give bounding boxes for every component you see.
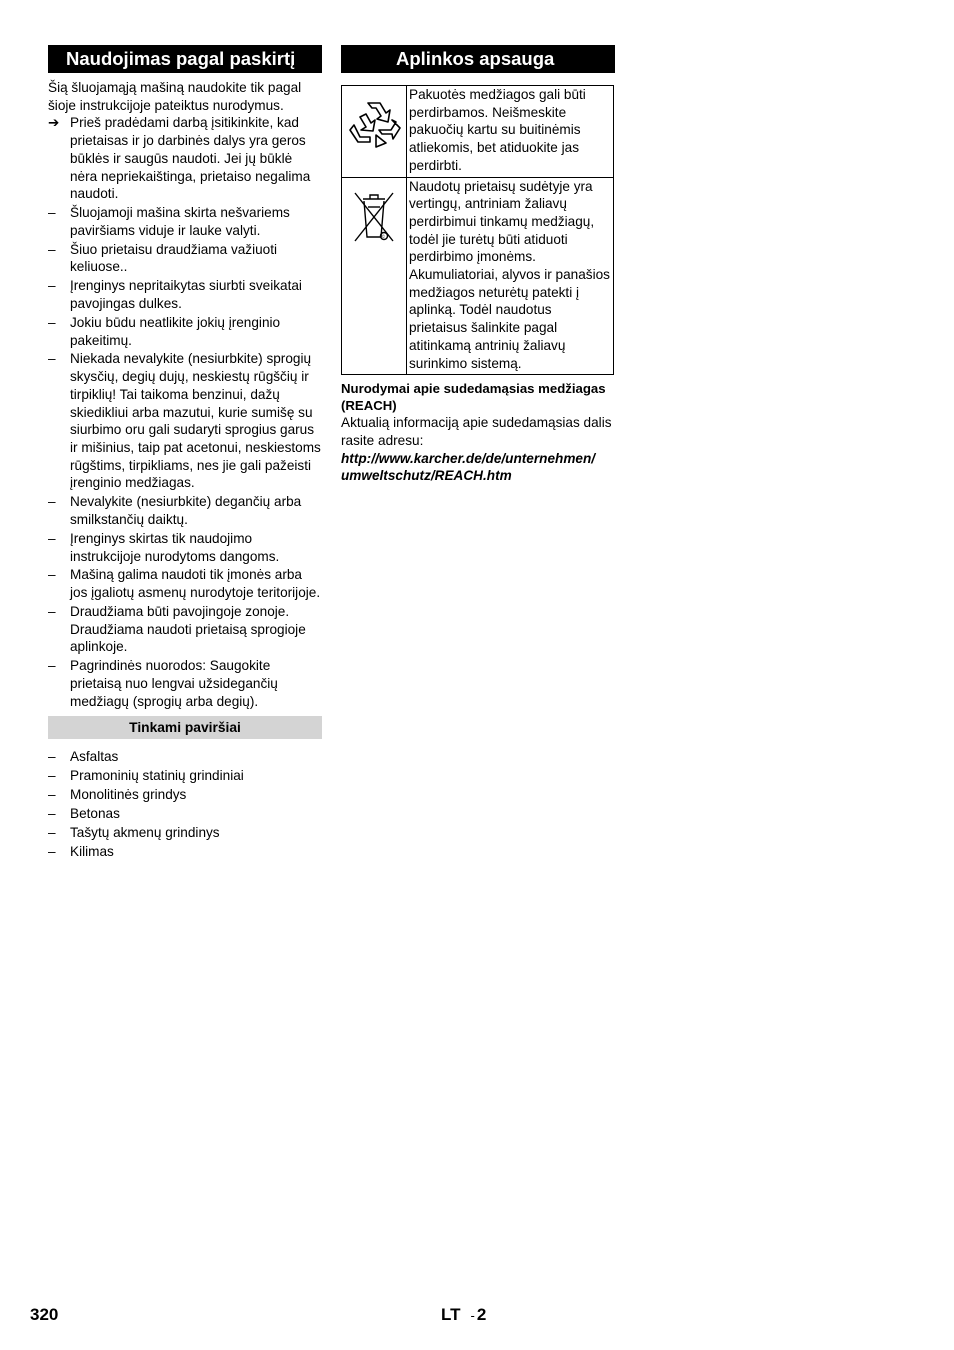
list-item-text: Nevalykite (nesiurbkite) degančių arba smilkstančių daiktų. — [70, 494, 302, 527]
dash-bullet: – — [48, 825, 56, 841]
list-item — [48, 786, 322, 804]
packaging-text: Pakuotės medžiagos gali būti perdirbamos. Neišmeskite pakuočių kartu su buitinėmis atliekomis, bet atiduokite jas perdirbti. — [407, 86, 614, 178]
list-item — [48, 241, 322, 276]
page-number: 320 — [30, 1305, 59, 1324]
list-item-text: Šluojamoji mašina skirta nešvariems paviršiams viduje ir lauke valyti. — [70, 205, 290, 238]
list-item-text: Šiuo prietaisu draudžiama važiuoti keliuose.. — [70, 241, 278, 275]
dash-bullet: – — [48, 351, 56, 367]
dash-bullet: – — [48, 241, 56, 257]
right-column — [341, 45, 615, 485]
dash-bullet: – — [48, 494, 56, 510]
list-item — [48, 603, 322, 656]
dash-bullet: – — [48, 278, 56, 294]
dash-bullet: – — [48, 567, 56, 583]
old-devices-text: Naudotų prietaisų sudėtyje yra vertingų, antriniam žaliavų perdirbimui tinkamų medžiagų, todėl jie turėtų būti atiduoti perdirbimo įmonėms. Akumuliatoriai, alyvos ir panašios medžiagos neturėtų patekti į aplinką. Todėl naudotus prietaisus šalinkite pagal atitinkamą antrinių žaliavų surinkimo sistemą. — [407, 177, 614, 375]
reach-link[interactable] — [341, 450, 615, 485]
list-item — [48, 114, 322, 203]
recycling-icon — [346, 95, 402, 151]
crossed-out-bin-icon — [350, 187, 398, 245]
list-item-text: Tašytų akmenų grindinys — [70, 825, 220, 841]
environment-row-old-devices — [342, 177, 614, 375]
surfaces-list — [48, 748, 322, 860]
dash-bullet: – — [48, 530, 56, 546]
list-item — [48, 530, 322, 565]
list-item — [48, 824, 322, 842]
list-item-text: Kilimas — [70, 843, 114, 859]
footer-separator: - — [470, 1308, 475, 1323]
environment-row-packaging — [342, 86, 614, 178]
list-item-text: Betonas — [70, 806, 120, 822]
list-item-text: Draudžiama būti pavojingoje zonoje. Draudžiama naudoti prietaisą sprogioje aplinkoje. — [70, 604, 306, 655]
dash-bullet: – — [48, 749, 56, 765]
dash-bullet: – — [48, 768, 56, 784]
list-item-text: Įrenginys nepritaikytas siurbti sveikatai pavojingas dulkes. — [70, 278, 302, 311]
footer-section-page: 2 — [476, 1305, 487, 1324]
recycling-icon-cell — [342, 86, 407, 178]
arrow-bullet-icon: ➔ — [48, 115, 60, 131]
list-item — [48, 657, 322, 710]
reach-url-part-1[interactable]: http://www.karcher.de/de/unternehmen/ — [341, 450, 596, 466]
list-item — [48, 314, 322, 349]
dash-bullet: – — [48, 658, 56, 674]
dash-bullet: – — [48, 604, 56, 620]
section-title-environment: Aplinkos apsauga — [341, 45, 615, 73]
dash-bullet: – — [48, 787, 56, 803]
intro-paragraph: Šią šluojamąją mašiną naudokite tik pagal šioje instrukcijoje pateiktus nurodymus. — [48, 80, 302, 113]
intended-use-list — [48, 114, 322, 710]
bin-icon-cell — [342, 177, 407, 375]
section-title-intended-use: Naudojimas pagal paskirtį — [48, 45, 322, 73]
dash-bullet: – — [48, 205, 56, 221]
subheading-suitable-surfaces: Tinkami paviršiai — [48, 716, 322, 739]
list-item — [48, 566, 322, 601]
reach-url-part-2[interactable]: umweltschutz/REACH.htm — [341, 468, 512, 484]
environment-table — [341, 85, 614, 375]
list-item-text: Prieš pradėdami darbą įsitikinkite, kad prietaisas ir jo darbinės dalys yra geros būklės ir saugūs naudoti. Jei jų būklė nėra nepriekaištinga, prietaiso negalima naudoti. — [70, 115, 311, 202]
list-item — [48, 493, 322, 528]
list-item-text: Mašiną galima naudoti tik įmonės arba jos įgaliotų asmenų nurodytoje teritorijoje. — [70, 567, 321, 601]
dash-bullet: – — [48, 843, 56, 859]
reach-heading: Nurodymai apie sudedamąsias medžiagas (REACH) — [341, 381, 606, 414]
list-item — [48, 277, 322, 312]
footer-language: LT — [441, 1305, 461, 1324]
list-item-text: Pagrindinės nuorodos: Saugokite prietaisą nuo lengvai užsidegančių medžiagų (sprogių arba degių). — [70, 658, 278, 709]
list-item — [48, 843, 322, 861]
dash-bullet: – — [48, 314, 56, 330]
list-item — [48, 204, 322, 239]
list-item — [48, 748, 322, 766]
svg-text:©: © — [381, 233, 385, 239]
list-item-text: Monolitinės grindys — [70, 787, 187, 803]
list-item-text: Įrenginys skirtas tik naudojimo instrukcijoje nurodytoms dangoms. — [70, 530, 280, 564]
list-item-text: Niekada nevalykite (nesiurbkite) sprogių skysčių, degių dujų, neskiestų rūgščių ir tirpiklių! Tai taikoma benzinui, dažų skiedikliui arba mazutui, kurie sumišę su siurbimo oru gali sudaryti sprogius garus ir mišinius, taip pat acetonui, neskiestoms rūgštims, tirpikliams, nes jie gali pažeisti įrenginio medžiagas. — [70, 351, 321, 491]
left-column — [48, 45, 322, 862]
reach-text: Aktualią informaciją apie sudedamąsias dalis rasite adresu: — [341, 415, 612, 448]
list-item — [48, 805, 322, 823]
list-item-text: Asfaltas — [70, 749, 119, 765]
dash-bullet: – — [48, 806, 56, 822]
list-item-text: Pramoninių statinių grindiniai — [70, 768, 244, 784]
list-item-text: Jokiu būdu neatlikite jokių įrenginio pakeitimų. — [70, 314, 281, 348]
list-item — [48, 767, 322, 785]
footer-section-code — [441, 1305, 486, 1325]
list-item — [48, 350, 322, 492]
